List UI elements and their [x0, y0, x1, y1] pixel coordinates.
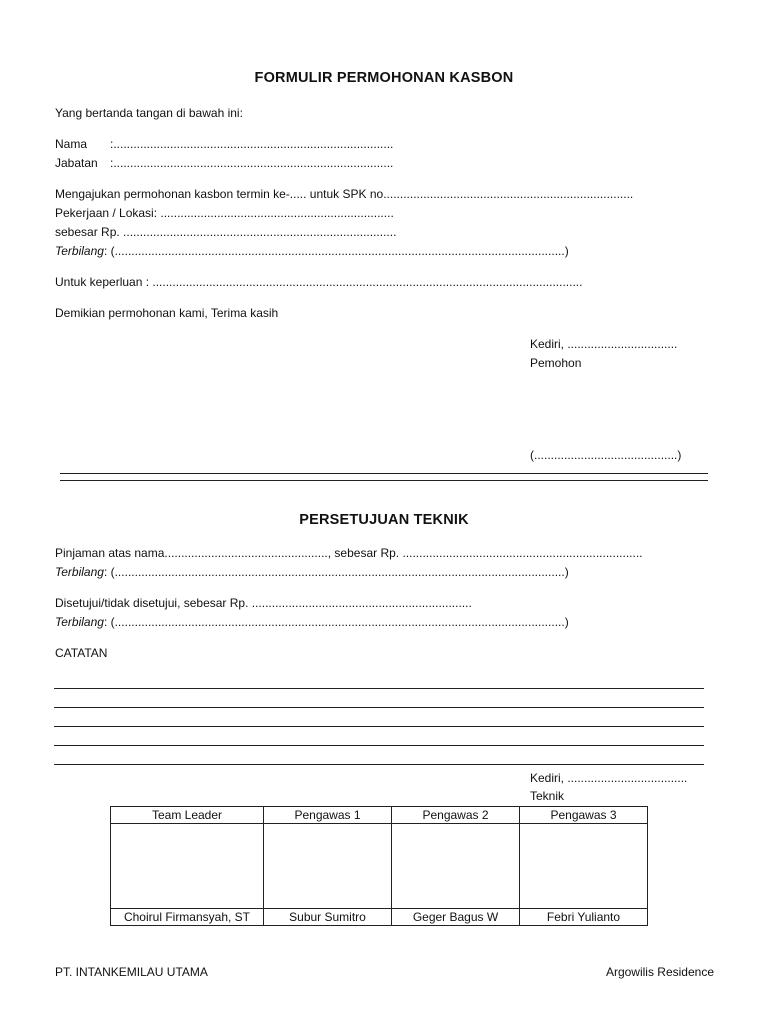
intro-text: Yang bertanda tangan di bawah ini:	[55, 106, 243, 120]
disetujui-line: Disetujui/tidak disetujui, sebesar Rp. ..................................................................	[55, 596, 472, 610]
catatan-line	[54, 764, 704, 765]
signature-header-row	[111, 807, 648, 824]
signature-name-row	[111, 909, 648, 926]
name-pengawas-1: Subur Sumitro	[264, 909, 392, 926]
form-title: FORMULIR PERMOHONAN KASBON	[254, 70, 514, 86]
header-team-leader: Team Leader	[111, 807, 264, 824]
name-pengawas-3: Febri Yulianto	[520, 909, 648, 926]
signature-cell	[392, 824, 520, 909]
jabatan-row	[55, 156, 393, 170]
terbilang2-label: Terbilang	[55, 615, 104, 629]
terbilang1-label: Terbilang	[55, 565, 104, 579]
approval-title: PERSETUJUAN TEKNIK	[299, 512, 469, 528]
catatan-line	[54, 726, 704, 727]
header-pengawas-1: Pengawas 1	[264, 807, 392, 824]
pekerjaan-line: Pekerjaan / Lokasi: ......................................................................	[55, 206, 394, 220]
terbilang1-field: : (.......................................................................................................................................)	[103, 565, 569, 579]
nama-row	[55, 137, 393, 151]
request-line: Mengajukan permohonan kasbon termin ke-..... untuk SPK no...........................................................................	[55, 187, 634, 201]
terbilang1-row	[55, 565, 569, 579]
catatan-label: CATATAN	[55, 646, 108, 660]
closing-text: Demikian permohonan kami, Terima kasih	[55, 306, 279, 320]
catatan-line	[54, 688, 704, 689]
terbilang2-row	[55, 615, 569, 629]
pemohon-signature: (...........................................)	[530, 448, 682, 462]
pemohon-label: Pemohon	[530, 356, 582, 370]
header-pengawas-2: Pengawas 2	[392, 807, 520, 824]
catatan-line	[54, 707, 704, 708]
signature-space-row	[111, 824, 648, 909]
footer-project: Argowilis Residence	[605, 965, 714, 979]
jabatan-field: :....................................................................................	[110, 156, 394, 170]
signature-table	[110, 806, 648, 926]
signature-cell	[264, 824, 392, 909]
jabatan-label: Jabatan	[55, 156, 98, 170]
terbilang-label: Terbilang	[55, 244, 104, 258]
name-team-leader: Choirul Firmansyah, ST	[111, 909, 264, 926]
catatan-line	[54, 745, 704, 746]
terbilang-field: : (.......................................................................................................................................)	[103, 244, 569, 258]
sebesar-line: sebesar Rp. ..................................................................................	[55, 225, 397, 239]
teknik-label: Teknik	[530, 789, 565, 803]
header-pengawas-3: Pengawas 3	[520, 807, 648, 824]
signature-cell	[111, 824, 264, 909]
place-date: Kediri, .................................	[530, 337, 678, 351]
name-pengawas-2: Geger Bagus W	[392, 909, 520, 926]
nama-field: :....................................................................................	[110, 137, 394, 151]
nama-label: Nama	[55, 137, 88, 151]
terbilang2-field: : (.......................................................................................................................................)	[103, 615, 569, 629]
terbilang-row	[55, 244, 569, 258]
keperluan-line: Untuk keperluan : .................................................................................................................................	[55, 275, 583, 289]
footer-company: PT. INTANKEMILAU UTAMA	[55, 965, 208, 979]
pinjaman-line: Pinjaman atas nama................................................., sebesar Rp. ........................................................................	[55, 546, 643, 560]
separator-top	[60, 473, 708, 474]
approval-place-date: Kediri, ....................................	[530, 771, 688, 785]
signature-cell	[520, 824, 648, 909]
separator-bottom	[60, 480, 708, 481]
